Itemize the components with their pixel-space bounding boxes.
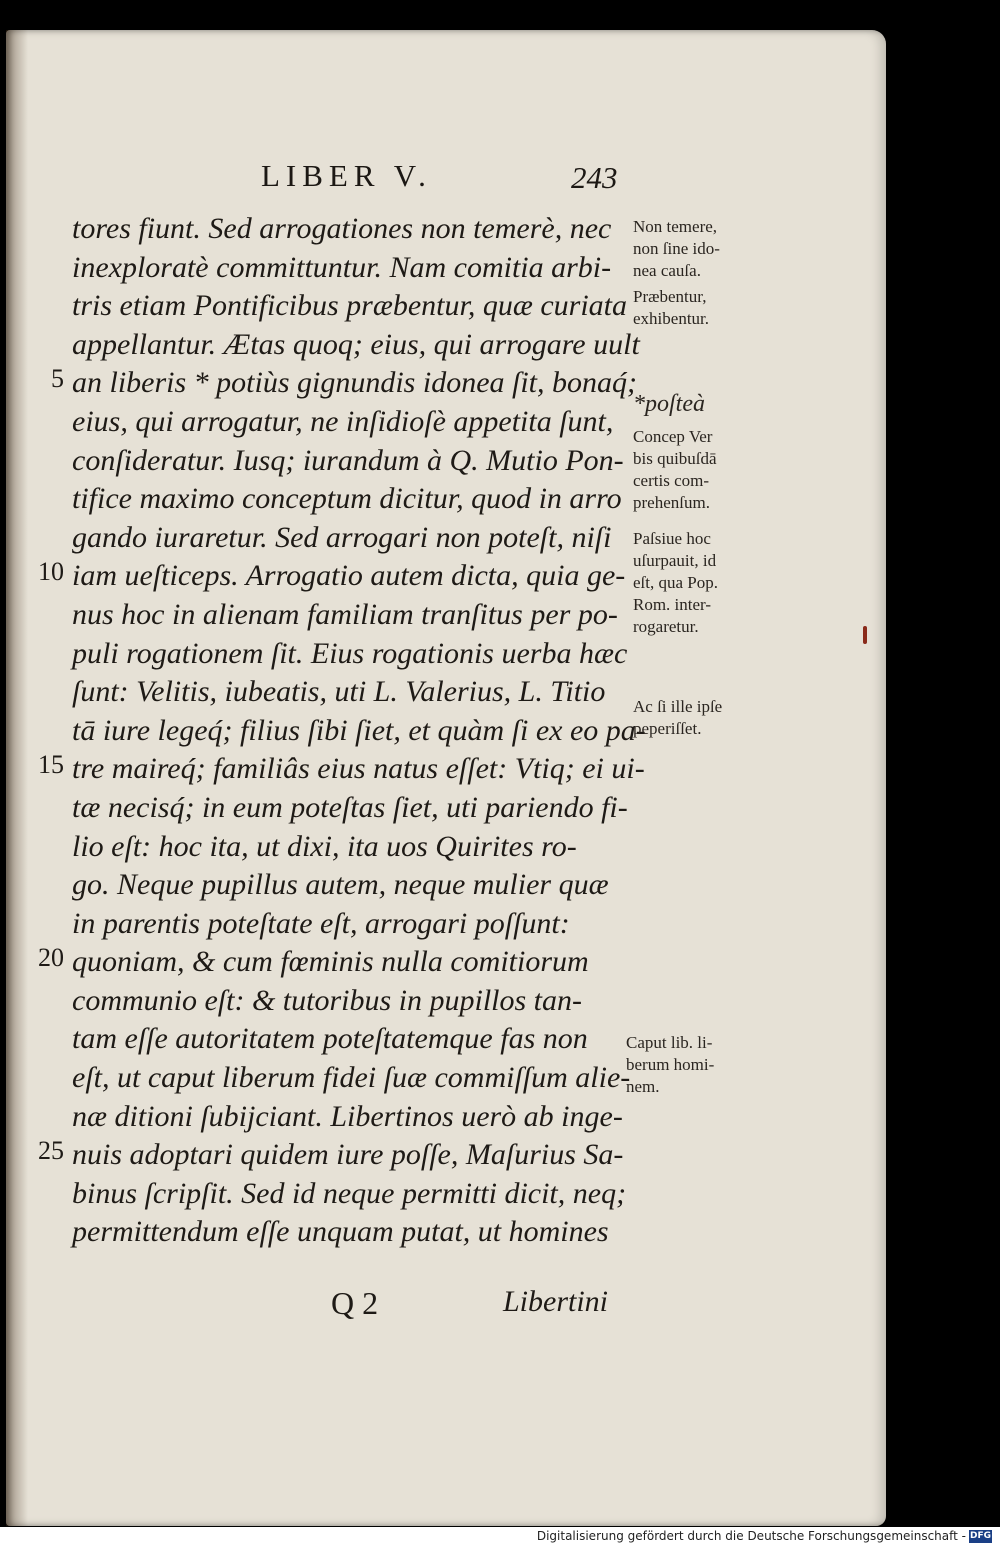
marginal-note xyxy=(626,1032,766,1098)
marginal-line: Concep Ver xyxy=(633,427,713,446)
marginal-line: berum homi- xyxy=(626,1055,715,1074)
text-line: tores fiunt. Sed arrogationes non temerè, nec xyxy=(72,212,612,245)
line-number: 5 xyxy=(51,364,64,393)
text-line: an liberis * potiùs gignundis idonea ſit, bonaq́; xyxy=(72,366,638,400)
text-line: inexploratè committuntur. Nam comitia arbi- xyxy=(72,250,612,284)
text-line: tam eſſe autoritatem poteſtatemque fas non xyxy=(72,1022,588,1056)
text-line: tifice maximo conceptum dicitur, quod in arro xyxy=(72,482,622,516)
page-number: 243 xyxy=(571,160,618,195)
marginal-line: Non temere, xyxy=(633,217,718,236)
marginal-note xyxy=(633,528,773,638)
text-line: tre maireq́; familiâs eius natus eſſet: Vtiq; ei ui- xyxy=(72,752,645,786)
marginal-line: peperiſſet. xyxy=(633,719,702,738)
line-number: 25 xyxy=(38,1136,64,1165)
text-line: in parentis poteſtate eſt, arrogari poſſunt: xyxy=(72,906,570,940)
marginal-note xyxy=(633,216,773,282)
text-line: tris etiam Pontificibus præbentur, quæ curiata xyxy=(72,289,628,323)
line-number: 15 xyxy=(38,750,64,779)
text-line: communio eſt: & tutoribus in pupillos tan- xyxy=(72,983,582,1017)
marginal-line: rogaretur. xyxy=(633,617,699,636)
text-line: nuis adoptari quidem iure poſſe, Maſurius Sa- xyxy=(72,1138,624,1172)
text-line: gando iuraretur. Sed arrogari non poteſt, niſi xyxy=(72,520,612,554)
text-line: lio eſt: hoc ita, ut dixi, ita uos Quirites ro- xyxy=(72,829,577,863)
marginal-line: uſurpauit, id xyxy=(633,551,717,570)
signature-mark: Q 2 xyxy=(331,1285,379,1321)
line-number: 10 xyxy=(38,557,64,586)
dfg-logo: DFG xyxy=(969,1531,991,1541)
marginal-line: Paſsiue hoc xyxy=(633,529,711,548)
text-line: conſideratur. Iusq; iurandum à Q. Mutio Pon- xyxy=(72,443,624,477)
text-line: iam ueſticeps. Arrogatio autem dicta, quia ge- xyxy=(72,559,626,593)
marginal-line: Rom. inter- xyxy=(633,595,712,614)
book-page xyxy=(6,30,886,1526)
text-line: go. Neque pupillus autem, neque mulier quæ xyxy=(72,868,609,902)
text-line: eſt, ut caput liberum fidei ſuæ commiſſum alie- xyxy=(72,1061,631,1095)
text-line: tæ necisq́; in eum poteſtas ſiet, uti pariendo fi- xyxy=(72,790,628,824)
text-line: eius, qui arrogatur, ne inſidioſè appetita ſunt, xyxy=(72,404,614,438)
marginal-note xyxy=(633,390,773,418)
marginal-note xyxy=(633,286,773,330)
marginal-line: nea cauſa. xyxy=(633,261,701,280)
line-number: 20 xyxy=(38,943,64,972)
marginal-line: prehenſum. xyxy=(633,493,710,512)
catchword: Libertini xyxy=(503,1285,609,1318)
text-line: quoniam, & cum fœminis nulla comitiorum xyxy=(72,945,589,979)
text-line: tā iure legeq́; filius ſibi ſiet, et quàm ſi ex eo pa- xyxy=(72,713,646,747)
marginal-line: eſt, qua Pop. xyxy=(633,573,718,592)
text-line: nus hoc in alienam familiam tranſitus per po- xyxy=(72,597,618,631)
marginal-note xyxy=(633,426,773,514)
marginal-line: bis quibuſdā xyxy=(633,449,717,468)
text-line: ſunt: Velitis, iubeatis, uti L. Valerius, L. Titio xyxy=(72,675,606,709)
marginal-line: certis com- xyxy=(633,471,709,490)
body-text xyxy=(72,210,646,1252)
red-ink-mark xyxy=(863,626,867,644)
marginal-line: nem. xyxy=(626,1077,660,1096)
text-line: binus ſcripſit. Sed id neque permitti dicit, neq; xyxy=(72,1176,627,1210)
marginal-line: Præbentur, xyxy=(633,287,707,306)
page-footer-row xyxy=(6,1285,886,1325)
marginal-line: Caput lib. li- xyxy=(626,1033,713,1052)
page-header xyxy=(6,150,886,200)
footer-credit: Digitalisierung gefördert durch die Deutsche Forschungsgemeinschaft - xyxy=(536,1529,966,1543)
text-line: permittendum eſſe unquam putat, ut homines xyxy=(72,1215,609,1249)
marginal-line: Ac ſi ille ipſe xyxy=(633,697,723,716)
text-line: appellantur. Ætas quoq; eius, qui arrogare uult xyxy=(72,327,640,361)
text-line: næ ditioni ſubijciant. Libertinos uerò ab inge- xyxy=(72,1099,623,1133)
text-line: puli rogationem ſit. Eius rogationis uerba hæc xyxy=(72,636,628,670)
running-head: LIBER V. xyxy=(261,158,432,193)
marginal-line: non ſine ido- xyxy=(633,239,720,258)
marginal-line: exhibentur. xyxy=(633,309,710,328)
marginal-line: *poſteà xyxy=(633,391,705,417)
marginal-note xyxy=(633,696,773,740)
